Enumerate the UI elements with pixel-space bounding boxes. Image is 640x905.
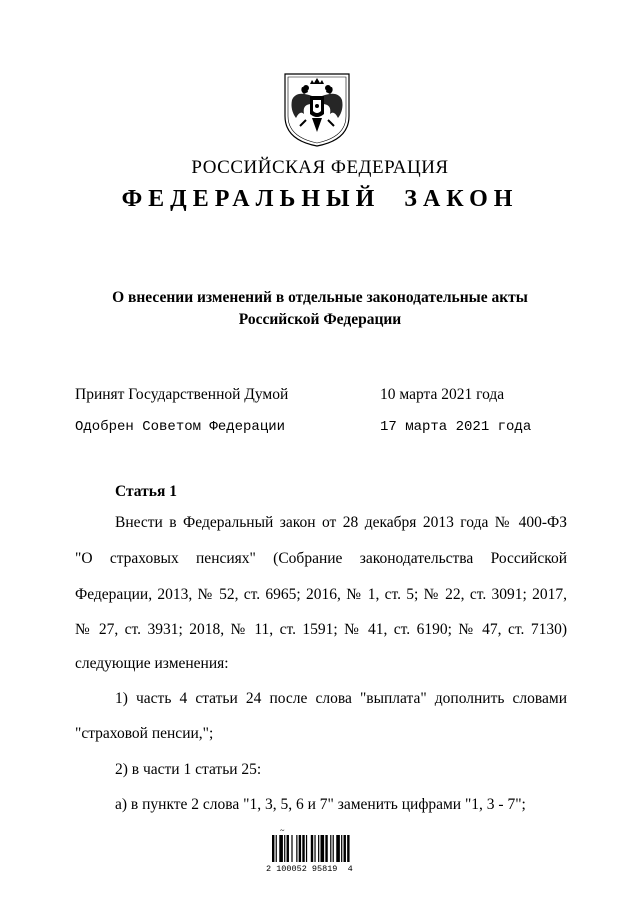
body-text-line: "страховой пенсии,";	[75, 725, 214, 742]
law-title	[80, 287, 560, 331]
barcode-bar	[320, 835, 324, 862]
body-text-line: "О страховых пенсиях" (Собрание законодательства Российской	[75, 550, 567, 567]
barcode-bar	[311, 835, 313, 862]
barcode-bar	[279, 835, 283, 862]
barcode-bar	[299, 835, 301, 862]
law-title-line: Российской Федерации	[238, 311, 402, 328]
barcode-bar	[276, 835, 277, 862]
barcode-number: 2 100052 95819 4	[266, 864, 353, 874]
barcode-bar	[296, 835, 297, 862]
barcode-bar	[325, 835, 327, 862]
duma-adoption-date: 10 марта 2021 года	[380, 386, 505, 403]
duma-adoption-label: Принят Государственной Думой	[75, 386, 289, 403]
barcode-bar	[341, 835, 342, 862]
body-text-line: 1) часть 4 статьи 24 после слова "выплата" дополнить словами	[115, 690, 567, 707]
barcode-icon	[272, 835, 352, 862]
barcode-bar	[336, 835, 340, 862]
document-type: ФЕДЕРАЛЬНЫЙ ЗАКОН	[121, 186, 519, 212]
coat-of-arms-icon	[282, 70, 352, 148]
body-text-line: следующие изменения:	[75, 655, 229, 672]
council-approval-date: 17 марта 2021 года	[380, 419, 532, 435]
barcode-bar	[330, 835, 331, 862]
body-text-line: № 27, ст. 3931; 2018, № 11, ст. 1591; № 41, ст. 6190; № 47, ст. 7130)	[75, 621, 567, 638]
barcode-bar	[347, 835, 349, 862]
body-text-line: а) в пункте 2 слова "1, 3, 5, 6 и 7" заменить цифрами "1, 3 - 7";	[115, 796, 526, 813]
handwritten-mark: ~	[280, 826, 285, 835]
barcode-bar	[333, 835, 334, 862]
law-title-line: О внесении изменений в отдельные законодательные акты	[112, 289, 528, 306]
barcode-bar	[314, 835, 315, 862]
country-name: РОССИЙСКАЯ ФЕДЕРАЦИЯ	[191, 157, 449, 178]
barcode-bar	[306, 835, 307, 862]
body-text-line: Внести в Федеральный закон от 28 декабря 2013 года № 400-ФЗ	[115, 514, 567, 531]
body-text-line: Федерации, 2013, № 52, ст. 6965; 2016, № 1, ст. 5; № 22, ст. 3091; 2017,	[75, 586, 567, 603]
barcode-bar	[291, 835, 292, 862]
council-approval-label: Одобрен Советом Федерации	[75, 419, 286, 435]
barcode-bar	[318, 835, 319, 862]
barcode-bar	[287, 835, 289, 862]
barcode-bar	[344, 835, 346, 862]
barcode-bar	[302, 835, 304, 862]
document-stamp	[266, 826, 374, 876]
body-text-line: 2) в части 1 статьи 25:	[115, 761, 262, 778]
barcode-bar	[284, 835, 285, 862]
article-heading: Статья 1	[115, 483, 177, 500]
barcode-bar	[272, 835, 274, 862]
